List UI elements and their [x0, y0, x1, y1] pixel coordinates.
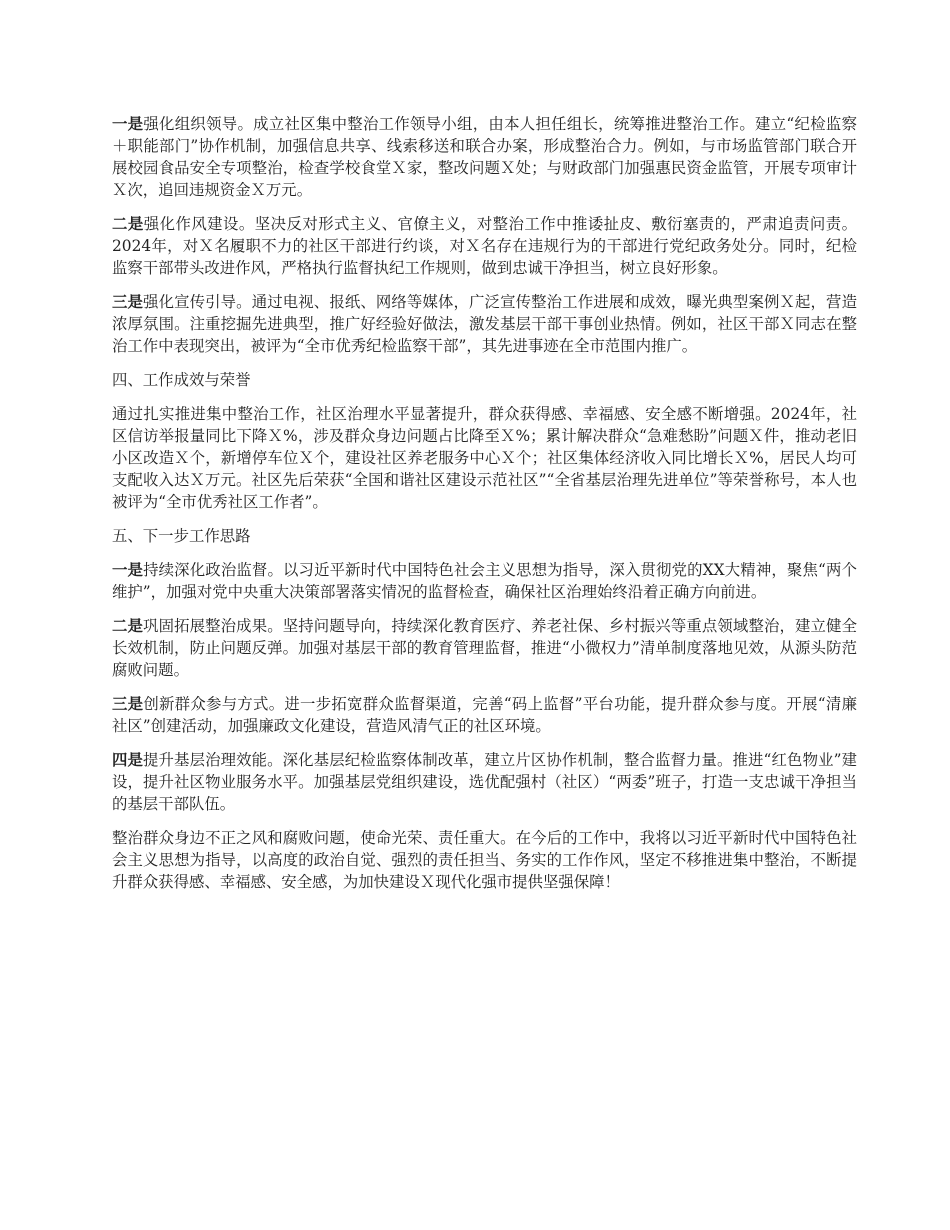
paragraph-lead: 一是 [112, 115, 144, 133]
paragraph-public-participation [112, 693, 857, 737]
paragraph-governance-efficiency [112, 749, 857, 815]
paragraph-political-supervision [112, 559, 857, 603]
section-heading-results: 四、工作成效与荣誉 [112, 371, 251, 389]
paragraph-text: 持续深化政治监督。以习近平新时代中国特色社会主义思想为指导，深入贯彻党的XX大精神，聚焦“两个维护”，加强对党中央重大决策部署落实情况的监督检查，确保社区治理始终沿着正确方向前进。 [112, 561, 857, 601]
paragraph-text: 强化组织领导。成立社区集中整治工作领导小组，由本人担任组长，统筹推进整治工作。建立“纪检监察＋职能部门”协作机制，加强信息共享、线索移送和联合办案，形成整治合力。例如，与市场监管部门联合开展校园食品安全专项整治，检查学校食堂Ｘ家，整改问题Ｘ处；与财政部门加强惠民资金监管，开展专项审计Ｘ次，追回违规资金Ｘ万元。 [112, 115, 857, 199]
paragraph-consolidate-results [112, 615, 857, 681]
paragraph-lead: 一是 [112, 561, 144, 579]
paragraph-lead: 三是 [112, 695, 144, 713]
paragraph-lead: 二是 [112, 617, 144, 635]
paragraph-lead: 二是 [112, 215, 144, 233]
section-heading-next-steps: 五、下一步工作思路 [112, 527, 251, 545]
document-body [112, 113, 857, 905]
paragraph-lead: 四是 [112, 751, 144, 769]
paragraph-text: 强化作风建设。坚决反对形式主义、官僚主义，对整治工作中推诿扯皮、敷衍塞责的，严肃追责问责。2024年，对Ｘ名履职不力的社区干部进行约谈，对Ｘ名存在违规行为的干部进行党纪政务处分。同时，纪检监察干部带头改进作风，严格执行监督执纪工作规则，做到忠诚干净担当，树立良好形象。 [112, 215, 857, 277]
paragraph-publicity [112, 291, 857, 357]
paragraph-results [112, 403, 857, 513]
paragraph-text: 通过扎实推进集中整治工作，社区治理水平显著提升，群众获得感、幸福感、安全感不断增强。2024年，社区信访举报量同比下降Ｘ%，涉及群众身边问题占比降至Ｘ%；累计解决群众“急难愁盼”问题Ｘ件，推动老旧小区改造Ｘ个，新增停车位Ｘ个，建设社区养老服务中心Ｘ个；社区集体经济收入同比增长Ｘ%，居民人均可支配收入达Ｘ万元。社区先后荣获“全国和谐社区建设示范社区”“全省基层治理先进单位”等荣誉称号，本人也被评为“全市优秀社区工作者”。 [112, 405, 857, 511]
paragraph-organization-leadership [112, 113, 857, 201]
paragraph-text: 巩固拓展整治成果。坚持问题导向，持续深化教育医疗、养老社保、乡村振兴等重点领域整治，建立健全长效机制，防止问题反弹。加强对基层干部的教育管理监督，推进“小微权力”清单制度落地见效，从源头防范腐败问题。 [112, 617, 857, 679]
paragraph-text: 提升基层治理效能。深化基层纪检监察体制改革，建立片区协作机制，整合监督力量。推进“红色物业”建设，提升社区物业服务水平。加强基层党组织建设，选优配强村（社区）“两委”班子，打造一支忠诚干净担当的基层干部队伍。 [112, 751, 857, 813]
paragraph-conclusion [112, 827, 857, 893]
paragraph-work-style [112, 213, 857, 279]
paragraph-text: 强化宣传引导。通过电视、报纸、网络等媒体，广泛宣传整治工作进展和成效，曝光典型案例Ｘ起，营造浓厚氛围。注重挖掘先进典型，推广好经验好做法，激发基层干部干事创业热情。例如，社区干部Ｘ同志在整治工作中表现突出，被评为“全市优秀纪检监察干部”，其先进事迹在全市范围内推广。 [112, 293, 857, 355]
paragraph-text: 创新群众参与方式。进一步拓宽群众监督渠道，完善“码上监督”平台功能，提升群众参与度。开展“清廉社区”创建活动，加强廉政文化建设，营造风清气正的社区环境。 [112, 695, 857, 735]
paragraph-lead: 三是 [112, 293, 144, 311]
paragraph-text: 整治群众身边不正之风和腐败问题，使命光荣、责任重大。在今后的工作中，我将以习近平新时代中国特色社会主义思想为指导，以高度的政治自觉、强烈的责任担当、务实的工作作风，坚定不移推进集中整治，不断提升群众获得感、幸福感、安全感，为加快建设Ｘ现代化强市提供坚强保障！ [112, 829, 857, 891]
